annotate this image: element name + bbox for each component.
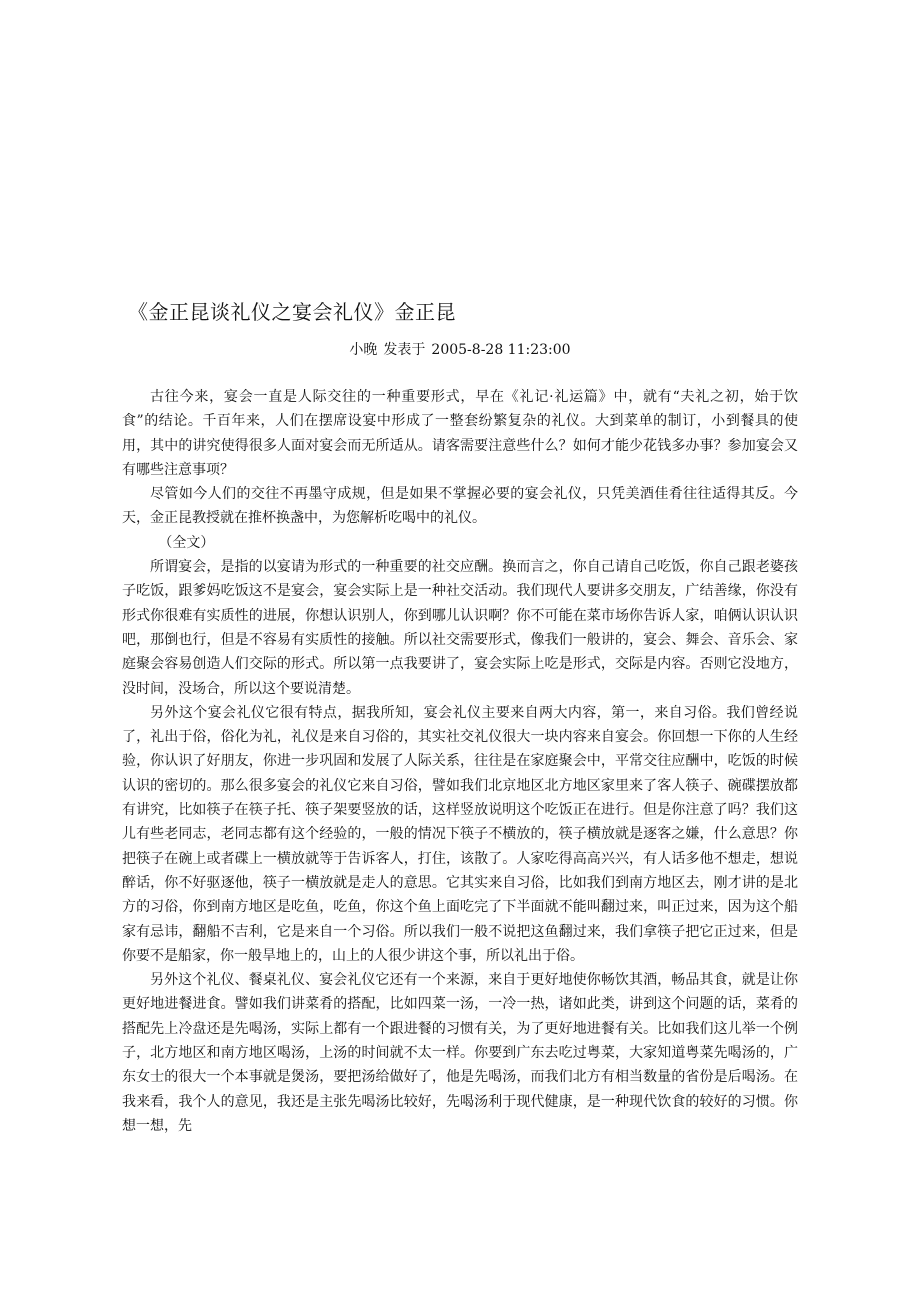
author-name: 小晚: [349, 342, 378, 358]
paragraph: 古往今来，宴会一直是人际交往的一种重要形式，早在《礼记·礼运篇》中，就有“夫礼之初，始于饮食”的结论。千百年来，人们在摆席设宴中形成了一整套纷繁复杂的礼仪。大到菜单的制订，小到餐具的使用，其中的讲究使得很多人面对宴会而无所适从。请客需要注意些什么？如何才能少花钱多办事？参加宴会又有哪些注意事项？: [122, 389, 798, 478]
article-body: [122, 385, 798, 1138]
paragraph: 所谓宴会，是指的以宴请为形式的一种重要的社交应酬。换而言之，你自己请自己吃饭，你自己跟老婆孩子吃饭，跟爹妈吃饭这不是宴会，宴会实际上是一种社交活动。我们现代人要讲多交朋友，广结善缘，你没有形式你很难有实质性的进展，你想认识别人，你到哪儿认识啊？你不可能在菜市场你告诉人家，咱俩认识认识吧，那倒也行，但是不容易有实质性的接触。所以社交需要形式，像我们一般讲的，宴会、舞会、音乐会、家庭聚会容易创造人们交际的形式。所以第一点我要讲了，宴会实际上吃是形式，交际是内容。否则它没地方，没时间，没场合，所以这个要说清楚。: [122, 559, 798, 697]
posted-label: 发表于: [383, 342, 426, 358]
paragraph: 尽管如今人们的交往不再墨守成规，但是如果不掌握必要的宴会礼仪，只凭美酒佳肴往往适得其反。今天，金正昆教授就在推杯换盏中，为您解析吃喝中的礼仪。: [122, 486, 798, 527]
paragraph: 另外这个宴会礼仪它很有特点，据我所知，宴会礼仪主要来自两大内容，第一，来自习俗。我们曾经说了，礼出于俗，俗化为礼，礼仪是来自习俗的，其实社交礼仪很大一块内容来自宴会。你回想一下你的人生经验，你认识了好朋友，你进一步巩固和发展了人际关系，往往是在家庭聚会中，平常交往应酬中，吃饭的时候认识的密切的。那么很多宴会的礼仪它来自习俗，譬如我们北京地区北方地区家里来了客人筷子、碗碟摆放都有讲究，比如筷子在筷子托、筷子架要竖放的话，这样竖放说明这个吃饭正在进行。但是你注意了吗？我们这儿有些老同志，老同志都有这个经验的，一般的情况下筷子不横放的，筷子横放就是逐客之嫌，什么意思？你把筷子在碗上或者碟上一横放就等于告诉客人，打住，该散了。人家吃得高高兴兴，有人话多他不想走，想说醉话，你不好驱逐他，筷子一横放就是走人的意思。它其实来自习俗，比如我们到南方地区去，刚才讲的是北方的习俗，你到南方地区是吃鱼，吃鱼，你这个鱼上面吃完了下半面就不能叫翻过来，叫正过来，因为这个船家有忌讳，翻船不吉利，它是来自一个习俗。所以我们一般不说把这鱼翻过来，我们拿筷子把它正过来，但是你要不是船家，你一般旱地上的，山上的人很少讲这个事，所以礼出于俗。: [122, 704, 798, 964]
post-datetime: 2005-8-28 11:23:00: [431, 342, 571, 358]
document-title: 《金正昆谈礼仪之宴会礼仪》金正昆: [128, 300, 456, 324]
full-text-marker: （全文）: [158, 534, 215, 551]
paragraph: 另外这个礼仪、餐桌礼仪、宴会礼仪它还有一个来源，来自于更好地使你畅饮其酒，畅品其食，就是让你更好地进餐进食。譬如我们讲菜肴的搭配，比如四菜一汤，一冷一热，诸如此类，讲到这个问题的话，菜肴的搭配先上冷盘还是先喝汤，实际上都有一个跟进餐的习惯有关，为了更好地进餐有关。比如我们这儿举一个例子，北方地区和南方地区喝汤，上汤的时间就不太一样。你要到广东去吃过粤菜，大家知道粤菜先喝汤的，广东女士的很大一个本事就是煲汤，要把汤给做好了，他是先喝汤，而我们北方有相当数量的省份是后喝汤。在我来看，我个人的意见，我还是主张先喝汤比较好，先喝汤利于现代健康，是一种现代饮食的较好的习惯。你想一想，先: [122, 972, 798, 1134]
byline: [0, 339, 920, 361]
